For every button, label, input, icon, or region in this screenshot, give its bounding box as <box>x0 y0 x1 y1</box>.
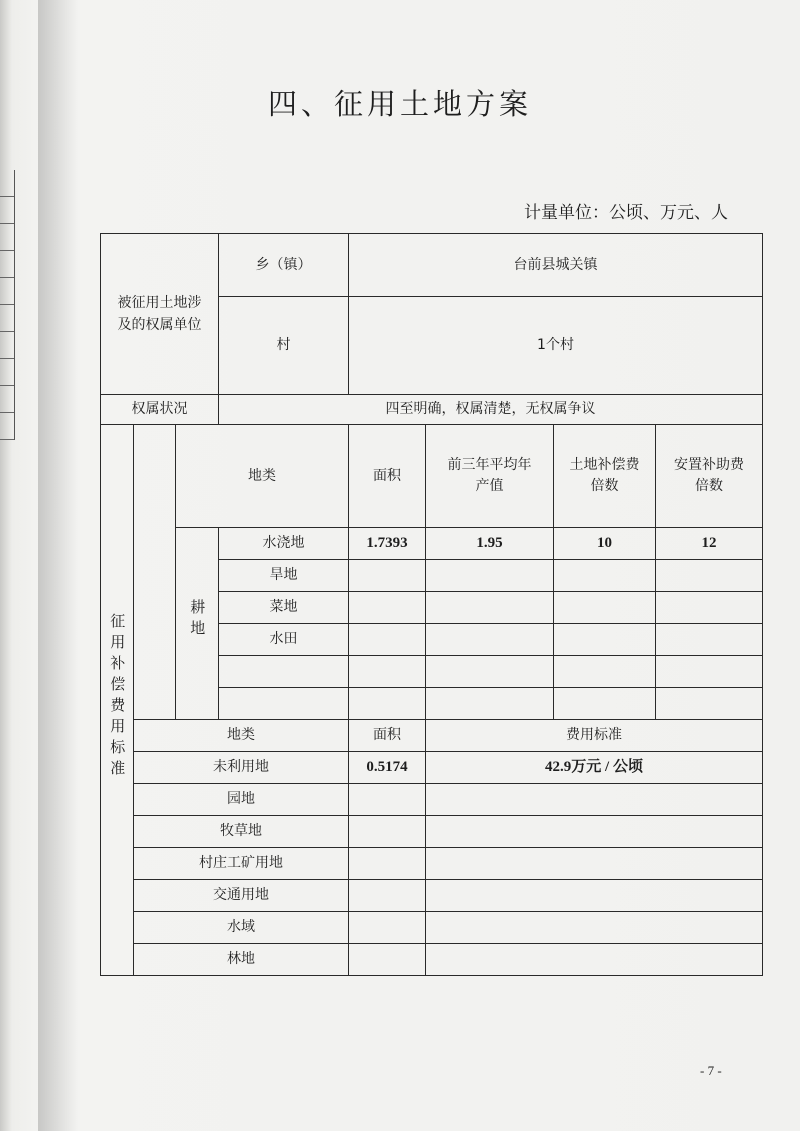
ownership-status-value: 四至明确，权属清楚，无权属争议 <box>219 395 763 425</box>
other-standard <box>426 848 763 880</box>
farmland-type <box>219 688 349 720</box>
farmland-area <box>349 560 426 592</box>
table-row <box>101 816 763 848</box>
other-standard <box>426 880 763 912</box>
other-type: 园地 <box>134 784 349 816</box>
farmland-resettle-multiple <box>656 656 763 688</box>
farmland-header-area: 面积 <box>349 425 426 528</box>
adjacent-page-edge <box>0 170 15 440</box>
farmland-group-label: 耕地 <box>176 528 219 720</box>
farmland-avg-output <box>426 624 554 656</box>
table-row <box>101 848 763 880</box>
farmland-area <box>349 624 426 656</box>
other-area <box>349 784 426 816</box>
binding-shadow <box>38 0 78 1131</box>
ownership-status-label: 权属状况 <box>101 395 219 425</box>
farmland-avg-output <box>426 592 554 624</box>
ownership-group-label: 被征用土地涉及的权属单位 <box>101 234 219 395</box>
table-row <box>101 528 763 560</box>
other-area <box>349 944 426 976</box>
other-type: 村庄工矿用地 <box>134 848 349 880</box>
table-row <box>101 784 763 816</box>
other-header-standard: 费用标准 <box>426 720 763 752</box>
township-value: 台前县城关镇 <box>349 234 763 297</box>
other-type: 交通用地 <box>134 880 349 912</box>
page-number: - 7 - <box>700 1063 722 1078</box>
other-area <box>349 848 426 880</box>
page-title: 四、征用土地方案 <box>267 87 532 121</box>
other-header-area: 面积 <box>349 720 426 752</box>
farmland-avg-output <box>426 656 554 688</box>
farmland-resettle-multiple <box>656 560 763 592</box>
farmland-resettle-multiple <box>656 624 763 656</box>
land-requisition-table <box>100 233 763 976</box>
unit-note: 计量单位：公顷、万元、人 <box>524 203 728 223</box>
table-row <box>101 944 763 976</box>
other-type: 林地 <box>134 944 349 976</box>
farmland-avg-output <box>426 560 554 592</box>
farmland-header-output: 前三年平均年产值 <box>426 425 554 528</box>
farmland-resettle-multiple <box>656 688 763 720</box>
other-standard <box>426 784 763 816</box>
farmland-avg-output <box>426 688 554 720</box>
other-area <box>349 912 426 944</box>
other-header-type: 地类 <box>134 720 349 752</box>
farmland-type: 水浇地 <box>219 528 349 560</box>
township-label: 乡（镇） <box>219 234 349 297</box>
other-type: 未利用地 <box>134 752 349 784</box>
farmland-area <box>349 592 426 624</box>
other-standard: 42.9万元 / 公顷 <box>426 752 763 784</box>
farmland-area <box>349 656 426 688</box>
farmland-avg-output: 1.95 <box>426 528 554 560</box>
other-standard <box>426 912 763 944</box>
farmland-land-multiple <box>554 592 656 624</box>
village-label: 村 <box>219 297 349 395</box>
farmland-land-multiple <box>554 560 656 592</box>
other-standard <box>426 816 763 848</box>
farmland-area: 1.7393 <box>349 528 426 560</box>
farmland-type: 旱地 <box>219 560 349 592</box>
other-area <box>349 816 426 848</box>
farmland-area <box>349 688 426 720</box>
farmland-resettle-multiple: 12 <box>656 528 763 560</box>
table-row <box>101 880 763 912</box>
farmland-header-land-multiple: 土地补偿费倍数 <box>554 425 656 528</box>
other-type: 牧草地 <box>134 816 349 848</box>
farmland-land-multiple <box>554 656 656 688</box>
compensation-side-label: 征用补偿费用标准 <box>101 425 134 976</box>
other-area: 0.5174 <box>349 752 426 784</box>
farmland-header-type: 地类 <box>176 425 349 528</box>
table-row <box>101 912 763 944</box>
other-type: 水域 <box>134 912 349 944</box>
spacer-cell <box>134 425 176 720</box>
other-area <box>349 880 426 912</box>
farmland-land-multiple: 10 <box>554 528 656 560</box>
farmland-land-multiple <box>554 624 656 656</box>
village-value: 1个村 <box>349 297 763 395</box>
table-row <box>101 752 763 784</box>
farmland-header-resettle-multiple: 安置补助费倍数 <box>656 425 763 528</box>
farmland-type: 菜地 <box>219 592 349 624</box>
farmland-type <box>219 656 349 688</box>
farmland-resettle-multiple <box>656 592 763 624</box>
farmland-land-multiple <box>554 688 656 720</box>
other-standard <box>426 944 763 976</box>
farmland-type: 水田 <box>219 624 349 656</box>
